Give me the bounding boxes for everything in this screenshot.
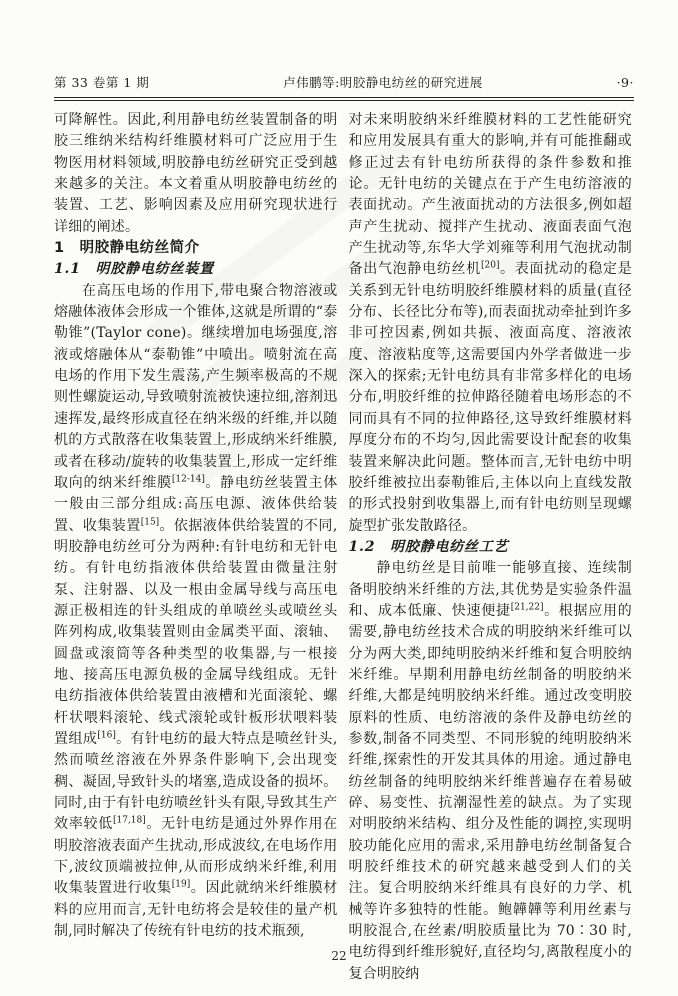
left-column (54, 110, 338, 985)
footer-page-number: 22 (331, 949, 347, 963)
paragraph: 可降解性。因此,利用静电纺丝装置制备的明胶三维纳米结构纤维膜材料可广泛应用于生物医用材料领域,明胶静电纺丝研究正受到越来越多的关注。本文着重从明胶静电纺丝的装置、工艺、影响因素及应用研究现状进行详细的阐述。 (54, 112, 338, 235)
section-heading-1: 1 明胶静电纺丝简介 (54, 240, 200, 257)
section-heading-1-1: 1.1 明胶静电纺丝装置 (54, 261, 214, 278)
section-heading-1-2: 1.2 明胶静电纺丝工艺 (348, 538, 509, 555)
right-column (349, 110, 633, 985)
header-page-number: ·9· (616, 75, 634, 90)
two-column-body (54, 110, 632, 985)
paragraph: 对未来明胶纳米纤维膜材料的工艺性能研究和应用发展具有重大的影响,并有可能推翻或修正过去有针电纺所获得的条件参数和推论。无针电纺的关键点在于产生电纺溶液的表面扰动。产生液面扰动的方法很多,例如超声产生扰动、搅拌产生扰动、液面表面气泡产生扰动等,东华大学刘雍等利用气泡扰动制备出气泡静电纺丝机[20]。表面扰动的稳定是关系到无针电纺明胶纤维膜材料的质量(直径分布、长径比分布等),而表面扰动牵扯到许多非可控因素,例如共振、液面高度、溶液浓度、溶液粘度等,这需要国内外学者做进一步深入的探索;无针电纺具有非常多样化的电场分布,明胶纤维的拉伸路径随着电场形态的不同而具有不同的拉伸路径,这导致纤维膜材料厚度分布的不均匀,因此需要设计配套的收集装置来解决此问题。整体而言,无针电纺中明胶纤维被拉出泰勒锥后,主体以向上直线发散的形式投射到收集器上,而有针电纺则呈现螺旋型扩张发散路径。 (348, 112, 632, 534)
running-title: 卢伟鹏等:明胶静电纺丝的研究进展 (283, 75, 483, 90)
header-double-rule (54, 97, 634, 101)
volume-issue-label: 第 33 卷第 1 期 (54, 75, 150, 90)
paragraph: 静电纺丝是目前唯一能够直接、连续制备明胶纳米纤维的方法,其优势是实验条件温和、成本低廉、快速便捷[21,22]。根据应用的需要,静电纺丝技术合成的明胶纳米纤维可以分为两大类,即纯明胶纳米纤维和复合明胶纳米纤维。早期利用静电纺丝制备的明胶纳米纤维,大都是纯明胶纳米纤维。通过改变明胶原料的性质、电纺溶液的条件及静电纺丝的参数,制备不同类型、不同形貌的纯明胶纳米纤维,探索性的开发其具体的用途。通过静电纺丝制备的纯明胶纳米纤维普遍存在着易破碎、易变性、抗潮湿性差的缺点。为了实现对明胶纳米结构、组分及性能的调控,实现明胶功能化应用的需求,采用静电纺丝制备复合明胶纤维技术的研究越来越受到人们的关注。复合明胶纳米纤维具有良好的力学、机械等许多独特的性能。鲍韡韡等利用丝素与明胶混合,在丝素/明胶质量比为 70∶30 时,电纺得到纤维形貌好,直径均匀,离散程度小的复合明胶纳 (348, 560, 632, 982)
paragraph: 在高压电场的作用下,带电聚合物溶液或熔融体液体会形成一个锥体,这就是所谓的“泰勒锥”(Taylor cone)。继续增加电场强度,溶液或熔融体从“泰勒锥”中喷出。喷射流在高电场的作用下发生震荡,产生频率极高的不规则性螺旋运动,导致喷射流被快速拉细,溶剂迅速挥发,最终形成直径在纳米级的纤维,并以随机的方式散落在收集装置上,形成纳米纤维膜,或者在移动/旋转的收集装置上,形成一定纤维取向的纳米纤维膜[12-14]。静电纺丝装置主体一般由三部分组成:高压电源、液体供给装置、收集装置[15]。依据液体供给装置的不同,明胶静电纺丝可分为两种:有针电纺和无针电纺。有针电纺指液体供给装置由微量注射泵、注射器、以及一根由金属导线与高压电源正极相连的针头组成的单喷丝头或喷丝头阵列构成,收集装置则由金属类平面、滚轴、圆盘或滚筒等各种类型的收集器,与一根接地、接高压电源负极的金属导线组成。无针电纺指液体供给装置由液槽和光面滚轮、螺杆状喂料滚轮、线式滚轮或针板形状喂料装置组成[16]。有针电纺的最大特点是喷丝针头,然而喷丝溶液在外界条件影响下,会出现变稠、凝固,导致针头的堵塞,造成设备的损坏。同时,由于有针电纺喷丝针头有限,导致其生产效率较低[17,18]。无针电纺是通过外界作用在明胶溶液表面产生扰动,形成波纹,在电场作用下,波纹顶端被拉伸,从而形成纳米纤维,利用收集装置进行收集[19]。因此就纳米纤维膜材料的应用而言,无针电纺将会是较佳的量产机制,同时解决了传统有针电纺的技术瓶颈, (54, 282, 338, 940)
running-header (54, 73, 634, 91)
